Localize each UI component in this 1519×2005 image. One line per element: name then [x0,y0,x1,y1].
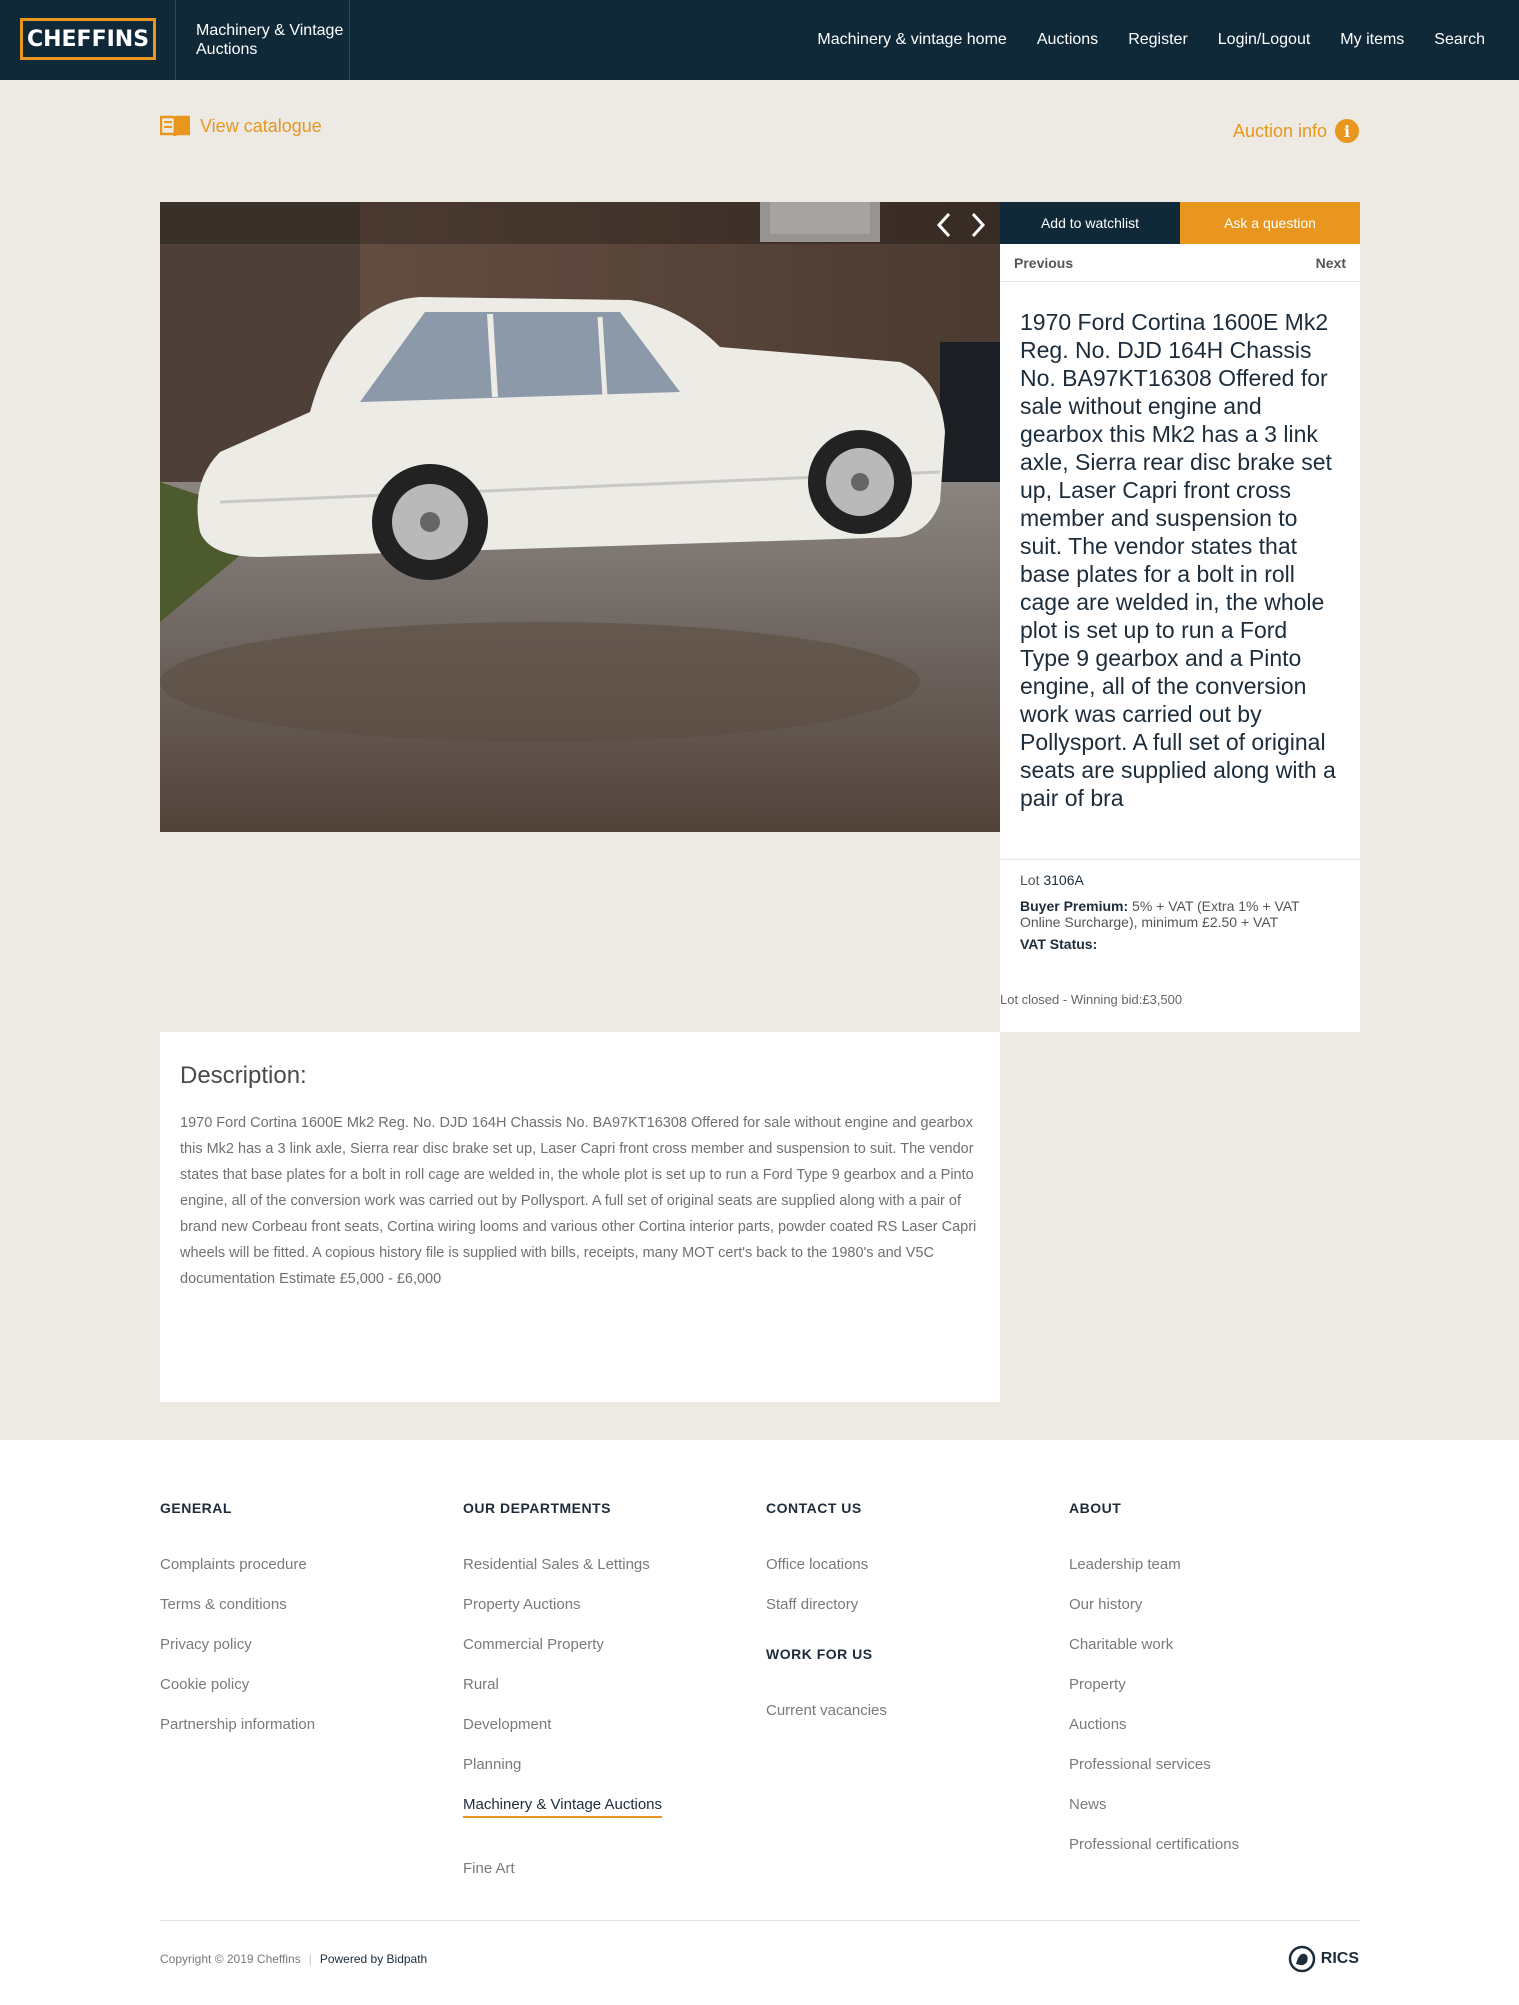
vat-status-label: VAT Status: [1020,936,1098,952]
site-footer [0,1440,1519,2005]
lot-label: Lot [1020,872,1040,888]
add-to-watchlist-button[interactable]: Add to watchlist [1000,202,1180,244]
powered-by-link[interactable]: Powered by Bidpath [319,1952,428,1966]
footer-link-terms[interactable]: Terms & conditions [160,1596,287,1613]
footer-link-property[interactable]: Property [1069,1676,1126,1693]
footer-link-partnership[interactable]: Partnership information [160,1716,316,1733]
rics-logo [1287,1944,1359,1974]
car-photo-illustration [160,202,1000,832]
cheffins-logo[interactable] [20,18,156,60]
footer-link-office-locations[interactable]: Office locations [766,1556,869,1573]
footer-link-certifications[interactable]: Professional certifications [1069,1836,1240,1853]
footer-link-complaints[interactable]: Complaints procedure [160,1556,307,1573]
footer-col-departments [463,1500,662,1900]
book-icon [160,114,190,138]
vat-status-row [1020,936,1340,952]
auction-info-label: Auction info [1232,120,1327,141]
footer-heading-work: WORK FOR US [766,1646,873,1662]
header-divider [175,0,176,80]
separator: | [308,1952,312,1966]
footer-link-commercial[interactable]: Commercial Property [463,1636,604,1653]
buyer-premium-label: Buyer Premium: [1020,898,1129,914]
main-nav [787,0,1519,80]
footer-col-general [160,1500,315,1756]
chevron-left-icon[interactable] [934,210,954,240]
nav-search[interactable]: Search [1434,31,1485,48]
footer-link-staff-directory[interactable]: Staff directory [766,1596,859,1613]
rics-text: RICS [1320,1950,1359,1967]
info-icon: i [1335,119,1359,143]
footer-link-machinery[interactable]: Machinery & Vintage Auctions [463,1796,662,1818]
rics-lion-icon [1287,1944,1317,1974]
footer-link-auctions[interactable]: Auctions [1069,1716,1127,1733]
auction-info-link[interactable] [1233,119,1359,143]
site-header [0,0,1519,80]
lot-number-row [1020,872,1340,888]
footer-col-about [1069,1500,1239,1876]
photo-arrows [934,210,988,240]
footer-link-news[interactable]: News [1069,1796,1107,1813]
footer-link-professional-services[interactable]: Professional services [1069,1756,1211,1773]
lot-number: 3106A [1043,872,1084,888]
nav-my-items[interactable]: My items [1340,31,1405,48]
header-divider [349,0,350,80]
footer-link-history[interactable]: Our history [1069,1596,1143,1613]
next-lot-link[interactable]: Next [1315,254,1346,271]
footer-link-fine-art[interactable]: Fine Art [463,1860,515,1877]
panel-buttons [1000,202,1360,244]
lot-meta [1000,859,1360,962]
footer-col-contact [766,1500,887,1742]
nav-machinery-home[interactable]: Machinery & vintage home [817,31,1007,48]
previous-lot-link[interactable]: Previous [1014,254,1074,271]
footer-link-leadership[interactable]: Leadership team [1069,1556,1181,1573]
description-section [160,1032,1000,1402]
header-site-title[interactable]: Machinery & Vintage Auctions [196,22,344,58]
copyright-text: Copyright © 2019 Cheffins [160,1952,301,1966]
lot-panel [1000,202,1360,1032]
description-heading: Description: [180,1062,307,1089]
footer-link-vacancies[interactable]: Current vacancies [766,1702,887,1719]
footer-link-property-auctions[interactable]: Property Auctions [463,1596,581,1613]
copyright-bar [160,1952,427,1966]
buyer-premium-row [1020,898,1340,930]
footer-link-rural[interactable]: Rural [463,1676,499,1693]
footer-active-wrapper [463,1796,662,1840]
footer-divider [160,1920,1360,1921]
description-text: 1970 Ford Cortina 1600E Mk2 Reg. No. DJD 164H Chassis No. BA97KT16308 Offered for sale without engine and gearbox this Mk2 has a 3 link axle, Sierra rear disc brake set up, Laser Capri front cross member and suspension to suit. The vendor states that base plates for a bolt in roll cage are welded in, the whole plot is set up to run a Ford Type 9 gearbox and a Pinto engine, all of the conversion work was carried out by Pollysport. A full set of original seats are supplied along with a pair of brand new Corbeau front seats, Cortina wiring looms and various other Cortina interior parts, powder coated RS Laser Capri wheels will be fitted. A copious history file is supplied with bills, receipts, many MOT cert's back to the 1980's and V5C documentation Estimate £5,000 - £6,000 [180,1115,977,1287]
footer-link-development[interactable]: Development [463,1716,552,1733]
logo-text: CHEFFINS [26,26,150,52]
footer-heading-general: GENERAL [160,1500,232,1516]
nav-login-logout[interactable]: Login/Logout [1217,31,1311,48]
footer-link-residential[interactable]: Residential Sales & Lettings [463,1556,650,1573]
view-catalogue-label: View catalogue [200,115,322,136]
footer-link-planning[interactable]: Planning [463,1756,522,1773]
footer-heading-departments: OUR DEPARTMENTS [463,1500,612,1516]
nav-auctions[interactable]: Auctions [1036,31,1099,48]
nav-register[interactable]: Register [1128,31,1188,48]
footer-heading-contact: CONTACT US [766,1500,862,1516]
lot-photo[interactable] [160,202,1000,832]
lot-closed-status: Lot closed - Winning bid:£3,500 [1000,992,1183,1007]
view-catalogue-link[interactable] [160,114,322,138]
footer-link-cookie[interactable]: Cookie policy [160,1676,250,1693]
lot-pagination [1000,244,1360,282]
chevron-right-icon[interactable] [968,210,988,240]
buyer-premium-value: 5% + VAT (Extra 1% + VAT Online Surcharge), minimum £2.50 + VAT [1020,898,1300,930]
footer-link-privacy[interactable]: Privacy policy [160,1636,252,1653]
footer-heading-about: ABOUT [1069,1500,1122,1516]
ask-question-button[interactable]: Ask a question [1180,202,1360,244]
lot-title: 1970 Ford Cortina 1600E Mk2 Reg. No. DJD 164H Chassis No. BA97KT16308 Offered for sale without engine and gearbox this Mk2 has a 3 link axle, Sierra rear disc brake set up, Laser Capri front cross member and suspension to suit. The vendor states that base plates for a bolt in roll cage are welded in, the whole plot is set up to run a Ford Type 9 gearbox and a Pinto engine, all of the conversion work was carried out by Pollysport. A full set of original seats are supplied along with a pair of bra [1020,309,1336,811]
footer-link-charitable[interactable]: Charitable work [1069,1636,1174,1653]
